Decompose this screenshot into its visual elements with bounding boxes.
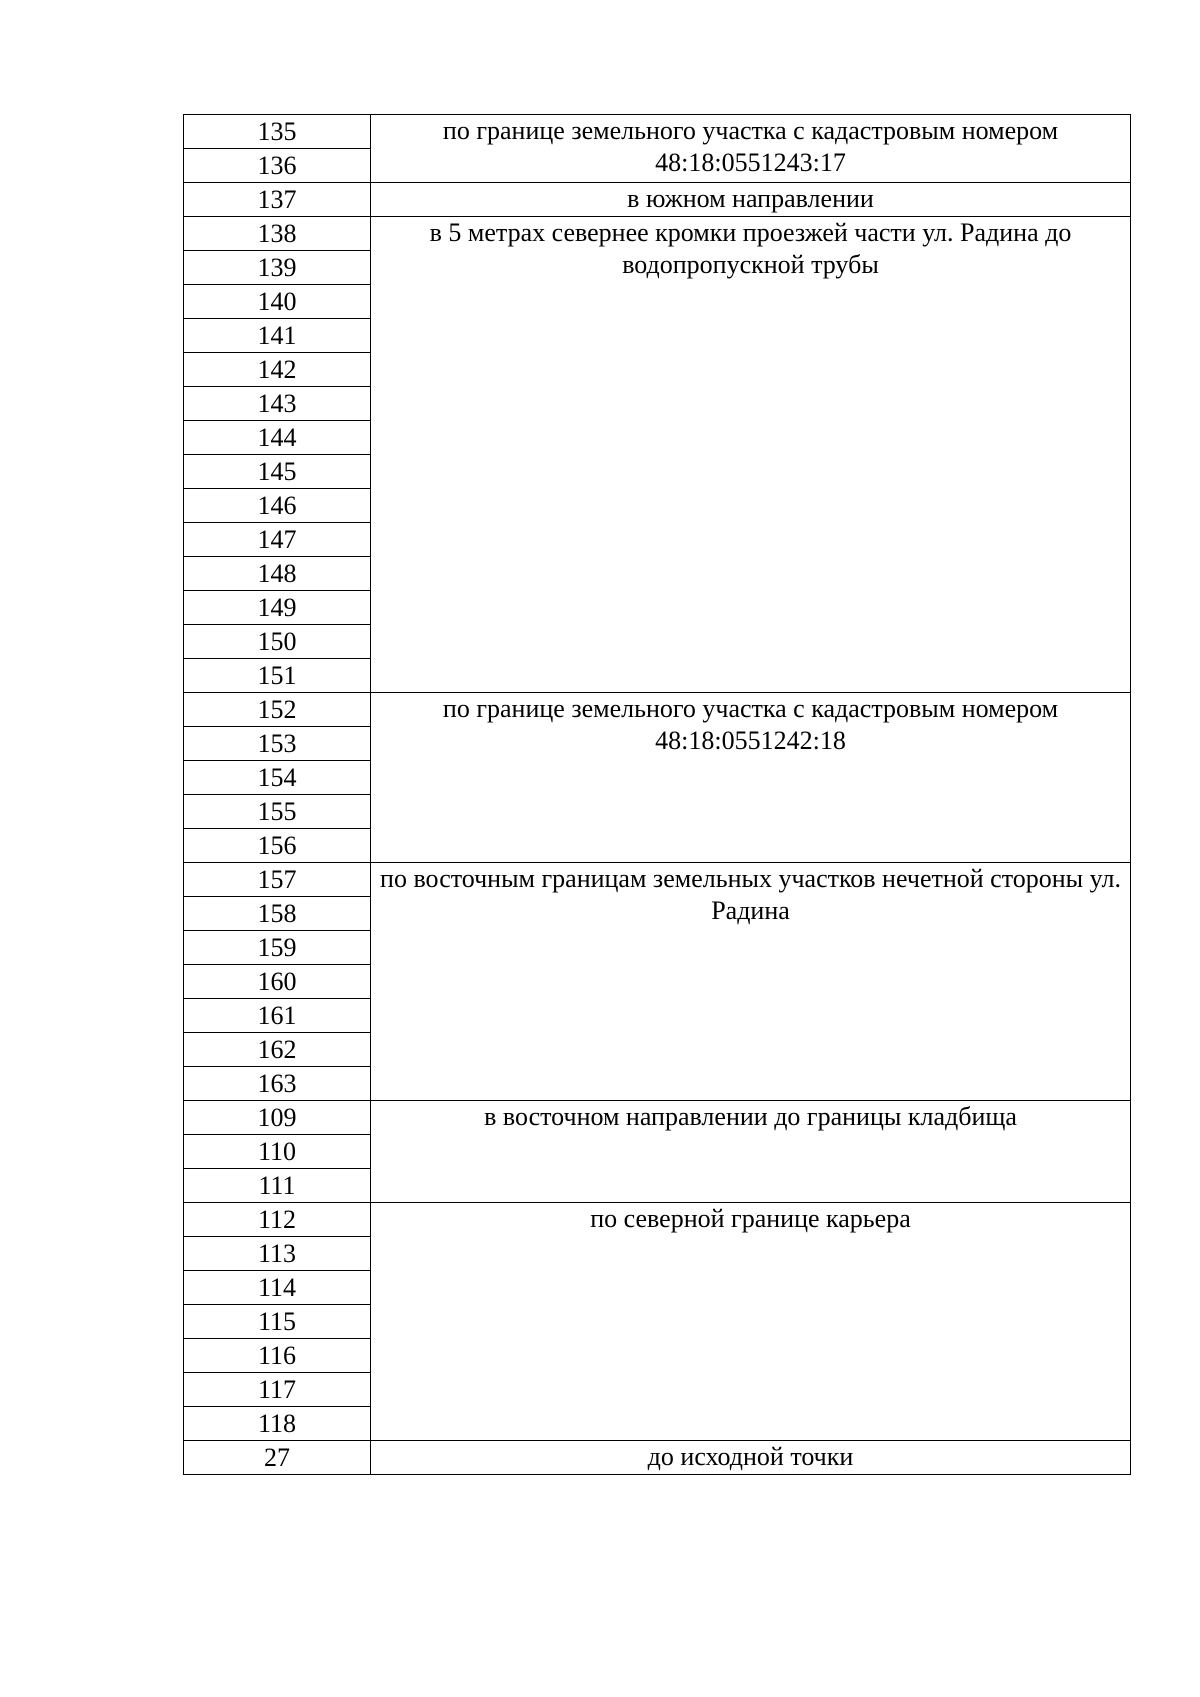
point-number-cell: 153 — [184, 727, 371, 761]
point-number-cell: 154 — [184, 761, 371, 795]
boundary-description-cell: по границе земельного участка с кадастровым номером 48:18:0551242:18 — [371, 693, 1131, 863]
point-number-cell: 27 — [184, 1441, 371, 1475]
boundary-description-cell: по границе земельного участка с кадастровым номером 48:18:0551243:17 — [371, 115, 1131, 183]
point-number-cell: 143 — [184, 387, 371, 421]
point-number-cell: 140 — [184, 285, 371, 319]
point-number-cell: 152 — [184, 693, 371, 727]
boundary-description-cell: по восточным границам земельных участков нечетной стороны ул. Радина — [371, 863, 1131, 1101]
point-number-cell: 115 — [184, 1305, 371, 1339]
table-row — [184, 863, 1131, 897]
boundary-points-table — [183, 114, 1131, 1475]
point-number-cell: 139 — [184, 251, 371, 285]
point-number-cell: 157 — [184, 863, 371, 897]
point-number-cell: 162 — [184, 1033, 371, 1067]
point-number-cell: 163 — [184, 1067, 371, 1101]
point-number-cell: 135 — [184, 115, 371, 149]
boundary-description-cell: в восточном направлении до границы кладбища — [371, 1101, 1131, 1203]
point-number-cell: 144 — [184, 421, 371, 455]
point-number-cell: 136 — [184, 149, 371, 183]
table-row — [184, 1441, 1131, 1475]
table-row — [184, 693, 1131, 727]
point-number-cell: 146 — [184, 489, 371, 523]
point-number-cell: 118 — [184, 1407, 371, 1441]
table-row — [184, 1101, 1131, 1135]
point-number-cell: 137 — [184, 183, 371, 217]
table-row — [184, 115, 1131, 149]
point-number-cell: 159 — [184, 931, 371, 965]
point-number-cell: 145 — [184, 455, 371, 489]
point-number-cell: 147 — [184, 523, 371, 557]
boundary-description-cell: по северной границе карьера — [371, 1203, 1131, 1441]
boundary-description-cell: до исходной точки — [371, 1441, 1131, 1475]
point-number-cell: 148 — [184, 557, 371, 591]
point-number-cell: 114 — [184, 1271, 371, 1305]
table-row — [184, 183, 1131, 217]
point-number-cell: 149 — [184, 591, 371, 625]
point-number-cell: 142 — [184, 353, 371, 387]
point-number-cell: 151 — [184, 659, 371, 693]
point-number-cell: 158 — [184, 897, 371, 931]
table-body — [184, 115, 1131, 1475]
point-number-cell: 116 — [184, 1339, 371, 1373]
boundary-description-cell: в южном направлении — [371, 183, 1131, 217]
point-number-cell: 117 — [184, 1373, 371, 1407]
point-number-cell: 160 — [184, 965, 371, 999]
point-number-cell: 155 — [184, 795, 371, 829]
table-row — [184, 217, 1131, 251]
table-row — [184, 1203, 1131, 1237]
boundary-description-cell: в 5 метрах севернее кромки проезжей части ул. Радина до водопропускной трубы — [371, 217, 1131, 693]
point-number-cell: 111 — [184, 1169, 371, 1203]
point-number-cell: 112 — [184, 1203, 371, 1237]
point-number-cell: 109 — [184, 1101, 371, 1135]
point-number-cell: 138 — [184, 217, 371, 251]
point-number-cell: 110 — [184, 1135, 371, 1169]
point-number-cell: 161 — [184, 999, 371, 1033]
point-number-cell: 150 — [184, 625, 371, 659]
point-number-cell: 141 — [184, 319, 371, 353]
point-number-cell: 113 — [184, 1237, 371, 1271]
point-number-cell: 156 — [184, 829, 371, 863]
